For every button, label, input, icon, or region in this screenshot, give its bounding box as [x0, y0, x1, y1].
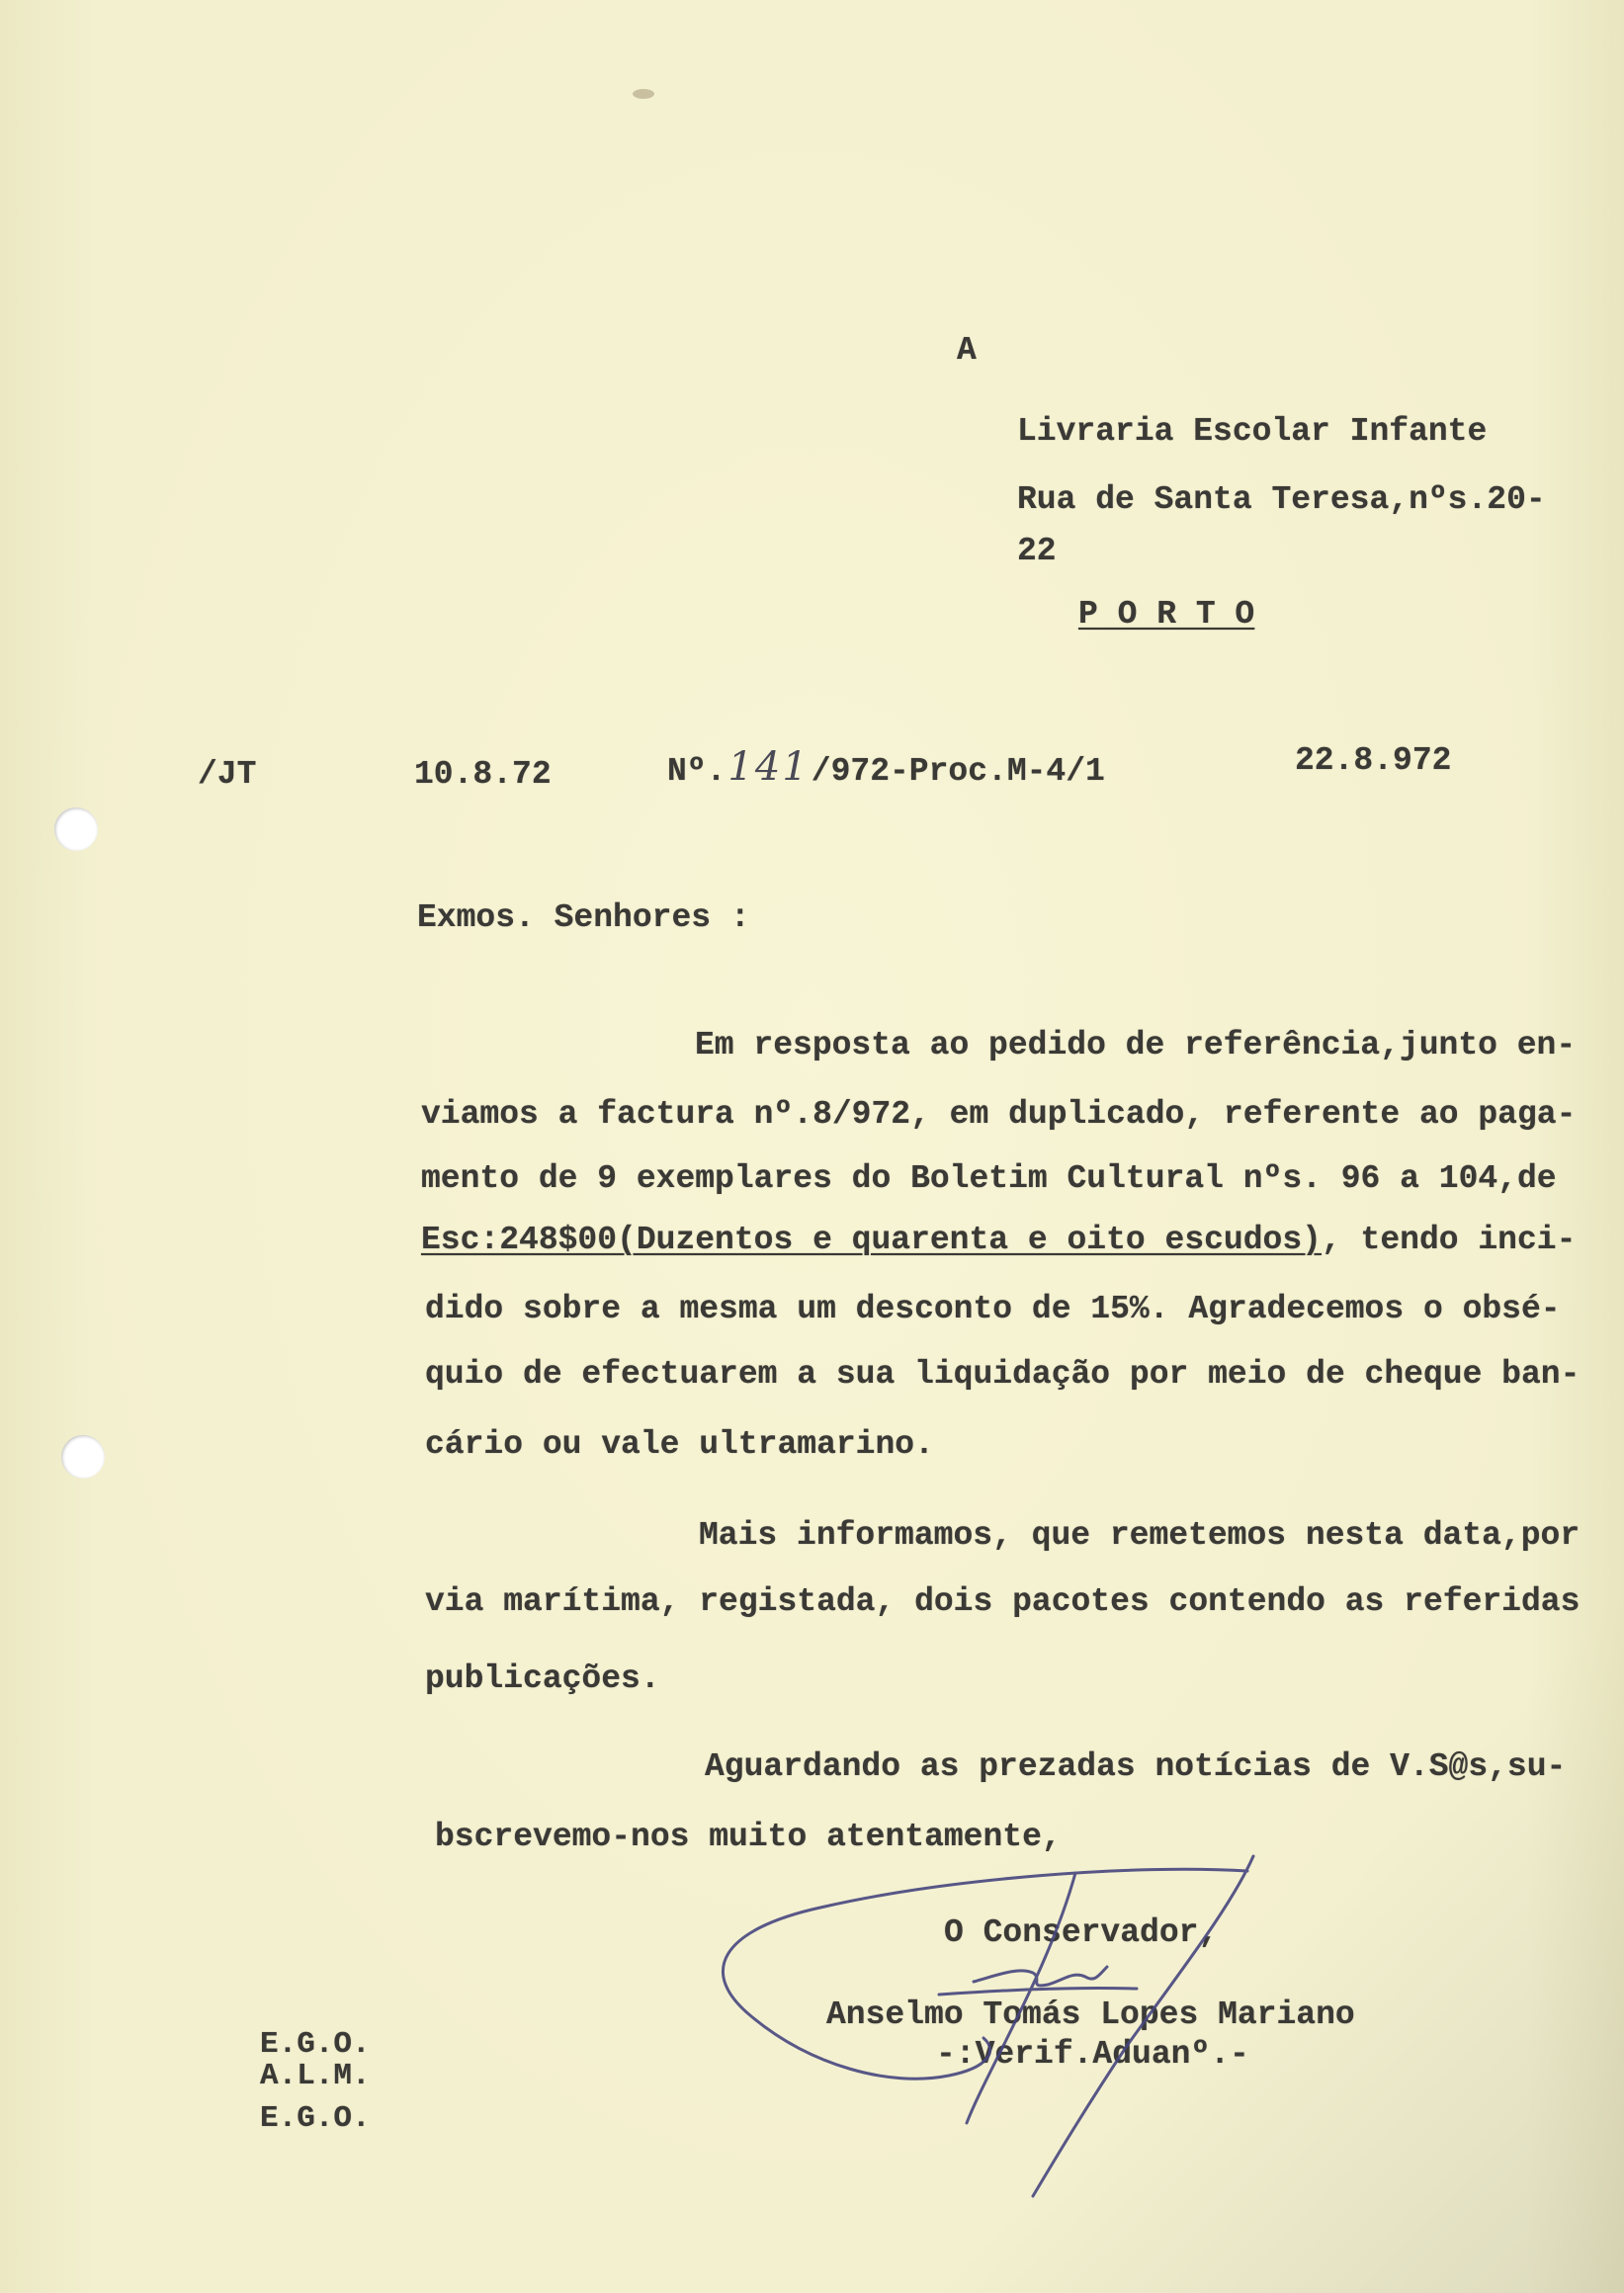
body-line: Em resposta ao pedido de referência,junto en- [695, 1027, 1577, 1063]
addressee-name: Livraria Escolar Infante [1017, 413, 1488, 450]
signatory-name: Anselmo Tomás Lopes Mariano [826, 1996, 1355, 2033]
addressee-prefix: A [957, 332, 977, 369]
reference-number-suffix: /972-Proc.M-4/1 [811, 753, 1105, 790]
signature-flourish [939, 1988, 1137, 1995]
typist-initials: A.L.M. [260, 2059, 371, 2093]
typist-initials: E.G.O. [260, 2027, 371, 2062]
body-line: cário ou vale ultramarino. [425, 1426, 934, 1463]
addressee-street-continued: 22 [1017, 533, 1057, 569]
reference-number-handwritten: 141 [727, 744, 810, 790]
body-line [421, 1221, 1576, 1260]
reference-number [667, 744, 1105, 792]
letter-date: 22.8.972 [1295, 742, 1452, 779]
reference-their-date: 10.8.72 [414, 756, 552, 793]
body-line: Aguardando as prezadas notícias de V.S@s,su- [705, 1748, 1567, 1785]
body-line: publicações. [425, 1660, 660, 1697]
body-line: quio de efectuarem a sua liquidação por meio de cheque ban- [425, 1356, 1581, 1393]
invoice-amount: Esc:248$00(Duzentos e quarenta e oito escudos) [421, 1222, 1322, 1258]
body-line-rest: , tendo inci- [1321, 1222, 1577, 1258]
typist-initials: E.G.O. [260, 2101, 371, 2136]
signatory-role: -:Verif.Aduanº.- [936, 2036, 1249, 2073]
body-line: dido sobre a mesma um desconto de 15%. Agradecemos o obsé- [425, 1291, 1561, 1327]
reference-initials: /JT [198, 756, 257, 793]
body-line: Mais informamos, que remetemos nesta data,por [699, 1517, 1581, 1554]
body-line: via marítima, registada, dois pacotes contendo as referidas [425, 1583, 1581, 1620]
body-line: viamos a factura nº.8/972, em duplicado, referente ao paga- [421, 1096, 1577, 1133]
signature-title: O Conservador, [944, 1914, 1219, 1951]
addressee-street: Rua de Santa Teresa,nºs.20- [1017, 481, 1546, 518]
punch-hole-bottom [61, 1435, 105, 1479]
reference-number-prefix: Nº. [667, 753, 727, 790]
punch-hole-top [54, 807, 98, 851]
paper-stain [633, 89, 654, 99]
signature-scribble [974, 1967, 1107, 1986]
body-line: bscrevemo-nos muito atentamente, [435, 1819, 1062, 1855]
body-line: mento de 9 exemplares do Boletim Cultural nºs. 96 a 104,de [421, 1160, 1557, 1197]
salutation: Exmos. Senhores : [417, 899, 750, 936]
addressee-city: P O R T O [1078, 596, 1255, 633]
